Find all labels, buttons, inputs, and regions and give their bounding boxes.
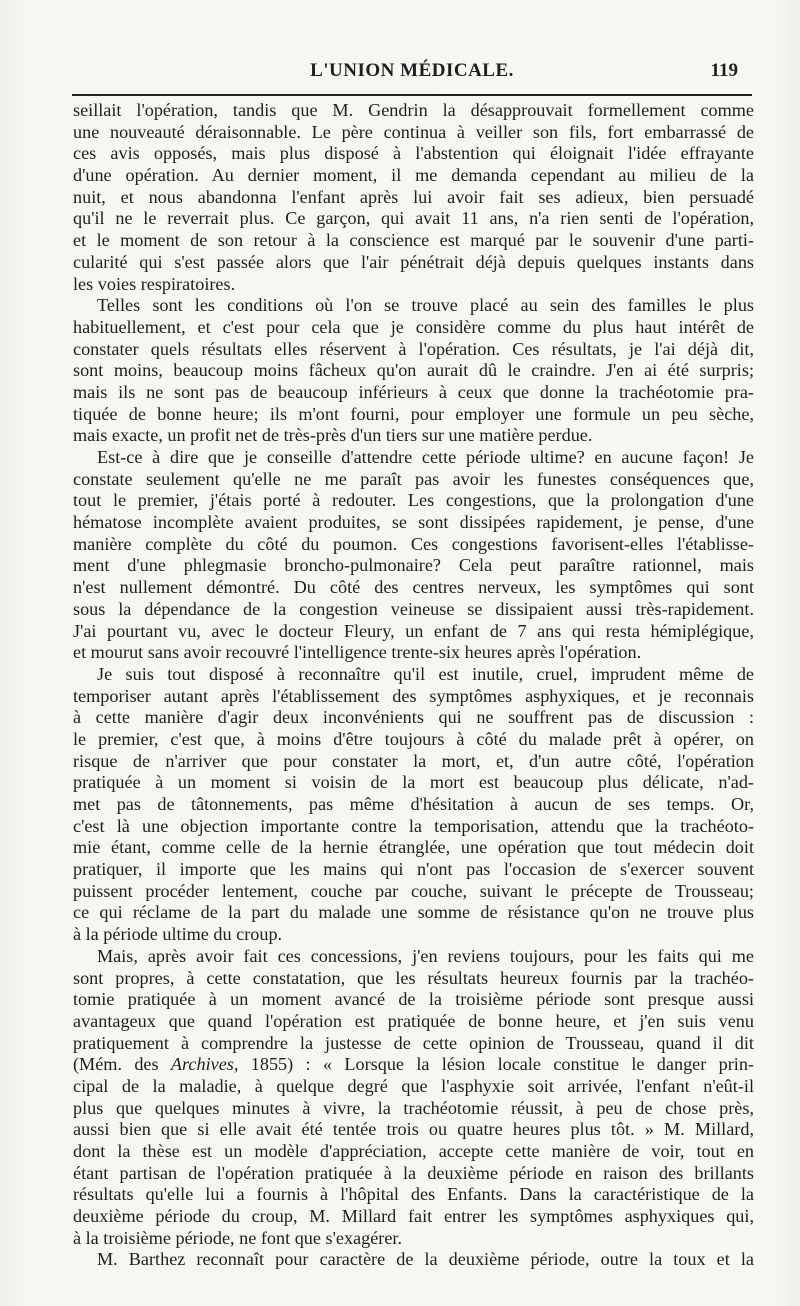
text-line: n'est nullement démontré. Du côté des centres nerveux, les symptômes qui sont	[73, 577, 754, 598]
text-line: temporiser autant après l'établissement des symptômes asphyxiques, et je reconnais	[73, 685, 754, 706]
text-line: J'ai pourtant vu, avec le docteur Fleury, un enfant de 7 ans qui resta hémiplégique,	[73, 620, 754, 641]
text-line: qu'il ne le reverrait plus. Ce garçon, qui avait 11 ans, n'a rien senti de l'opération,	[73, 208, 754, 229]
text-line: seillait l'opération, tandis que M. Gendrin la désapprouvait formellement comme	[73, 100, 754, 120]
text-line: Mais, après avoir fait ces concessions, j'en reviens toujours, pour les faits qui me	[97, 945, 754, 966]
text-line: dont la thèse est un modèle d'appréciation, accepte cette manière de voir, tout en	[73, 1141, 754, 1161]
text-line: met pas de tâtonnements, pas même d'hésitation à aucun de ses temps. Or,	[73, 794, 754, 814]
running-header	[72, 58, 752, 88]
text-line: résultats qu'elle lui a fournis à l'hôpital des Enfants. Dans la caractéristique de la	[73, 1184, 754, 1205]
body-text	[73, 100, 754, 1271]
text-line: avantageux que quand l'opération est pratiquée de bonne heure, et j'en suis venu	[73, 1010, 754, 1031]
text-line: et le moment de son retour à la conscience est marqué par le souvenir d'une parti-	[73, 230, 754, 251]
text-line: pratiquée à un moment si voisin de la mort est beaucoup plus délicate, n'ad-	[73, 772, 754, 793]
text-line: sont propres, à cette constatation, que les résultats heureux fournis par la trachéo-	[73, 967, 754, 988]
text-line: ce qui réclame de la part du malade une somme de résistance qu'on ne trouve plus	[73, 902, 754, 923]
text-line: plus que quelques minutes à vivre, la trachéotomie réussit, à peu de chose près,	[73, 1097, 754, 1118]
text-line: deuxième période du croup, M. Millard fait entrer les symptômes asphyxiques qui,	[73, 1206, 754, 1227]
text-line: pratiquement à comprendre la justesse de cette opinion de Trousseau, quand il dit	[73, 1032, 754, 1053]
text-line: constater quels résultats elles réservent à l'opération. Ces résultats, je l'ai déjà dit,	[73, 338, 754, 359]
text-line: les voies respiratoires.	[73, 273, 236, 294]
text-line: (Mém. des Archives, 1855) : « Lorsque la lésion locale constitue le danger prin-	[73, 1054, 754, 1075]
text-line: tiquée de bonne heure; ils m'ont fourni, pour employer une formule un peu sèche,	[73, 403, 754, 424]
text-line: puissent procéder lentement, couche par couche, suivant le précepte de Trousseau;	[73, 880, 754, 901]
text-line: ces avis opposés, mais plus disposé à l'abstention qui éloignait l'idée effrayante	[73, 143, 754, 164]
text-line: hématose incomplète avaient produites, se sont dissipées rapidement, je pense, d'une	[73, 512, 754, 533]
text-line: tomie pratiquée à un moment avancé de la troisième période sont presque aussi	[73, 989, 754, 1010]
text-line: habituellement, et c'est pour cela que je considère comme du plus haut intérêt de	[73, 316, 754, 337]
text-line: tout le premier, j'étais porté à redouter. Les congestions, que la prolongation d'une	[73, 490, 754, 511]
text-line: risque de n'arriver que pour constater la mort, et, d'un autre côté, l'opération	[73, 750, 754, 771]
text-line: étant partisan de l'opération pratiquée à la deuxième période en raison des brillants	[73, 1162, 754, 1183]
text-line: sont moins, beaucoup moins fâcheux qu'on aurait dû le craindre. J'en ai été surpris;	[73, 360, 754, 381]
journal-title: L'UNION MÉDICALE.	[310, 60, 514, 81]
text-line: nuit, et nous abandonna l'enfant après lui avoir fait ses adieux, bien persuadé	[73, 186, 754, 207]
text-line: à la troisième période, ne font que s'exagérer.	[73, 1227, 402, 1248]
text-line: et mourut sans avoir recouvré l'intelligence trente-six heures après l'opération.	[73, 642, 642, 663]
text-line: le premier, c'est que, à moins d'être toujours à côté du malade prêt à opérer, on	[73, 728, 754, 749]
text-line: sous la dépendance de la congestion veineuse se dissipaient aussi très-rapidement.	[73, 598, 754, 619]
text-line: ment d'une phlegmasie broncho-pulmonaire? Cela peut paraître rationnel, mais	[73, 555, 754, 576]
text-line: mais ils ne sont pas de beaucoup inférieurs à ceux que donne la trachéotomie pra-	[73, 381, 754, 402]
header-rule	[72, 94, 752, 96]
text-line: Est-ce à dire que je conseille d'attendre cette période ultime? en aucune façon! Je	[97, 447, 754, 467]
text-line: à la période ultime du croup.	[73, 924, 283, 945]
text-line: à cette manière d'agir deux inconvénients qui ne souffrent pas de discussion :	[73, 707, 754, 728]
text-line: Je suis tout disposé à reconnaître qu'il est inutile, cruel, imprudent même de	[97, 663, 754, 684]
text-line: M. Barthez reconnaît pour caractère de la deuxième période, outre la toux et la	[97, 1249, 754, 1270]
text-line: constate seulement qu'elle ne me paraît pas avoir les funestes conséquences que,	[73, 468, 754, 489]
text-line: pratiquer, il importe que les mains qui n'ont pas l'occasion de s'exercer souvent	[73, 859, 754, 880]
text-line: cularité qui s'est passée alors que l'air pénétrait déjà depuis quelques instants dans	[73, 251, 754, 272]
page-number: 119	[710, 60, 738, 81]
text-line: mais exacte, un profit net de très-près d'un tiers sur une matière perdue.	[73, 425, 593, 446]
text-line: manière complète du côté du poumon. Ces congestions favorisent-elles l'établisse-	[73, 533, 754, 554]
text-line: aussi bien que si elle avait été tentée trois ou quatre heures plus tôt. » M. Millard,	[73, 1119, 754, 1140]
text-line: cipal de la maladie, à quelque degré que l'asphyxie soit arrivée, l'enfant n'eût-il	[73, 1075, 754, 1096]
text-line: c'est là une objection importante contre la temporisation, attendu que la trachéoto-	[73, 815, 754, 836]
text-line: une nouveauté déraisonnable. Le père continua à veiller son fils, fort embarrassé de	[73, 121, 754, 142]
text-line: Telles sont les conditions où l'on se trouve placé au sein des familles le plus	[97, 295, 754, 316]
text-line: d'une opération. Au dernier moment, il me demanda cependant au milieu de la	[73, 165, 754, 186]
text-line: mie étant, comme celle de la hernie étranglée, une opération que tout médecin doit	[73, 837, 754, 858]
